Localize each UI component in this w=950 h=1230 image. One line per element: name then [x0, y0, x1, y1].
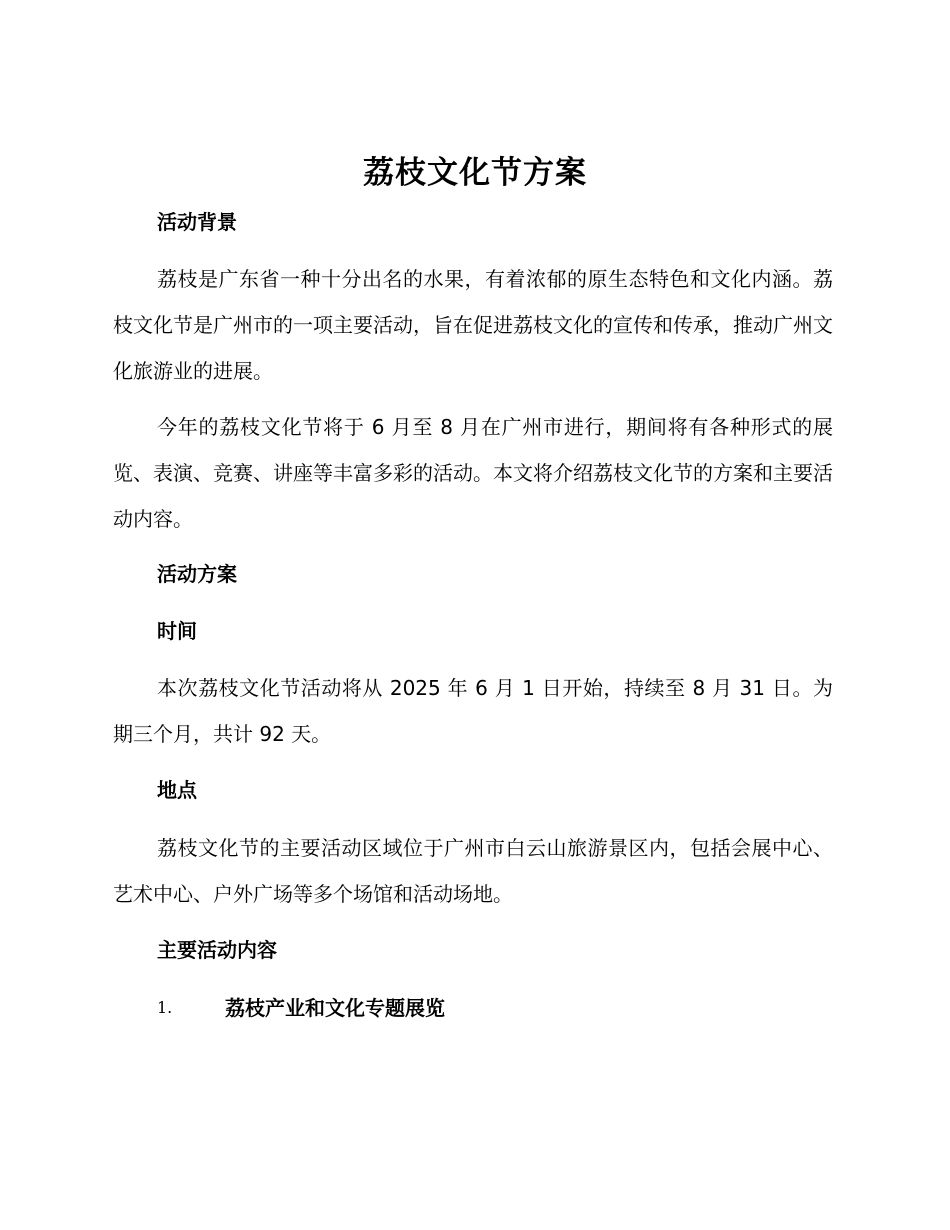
- paragraph-background-1: 荔枝是广东省一种十分出名的水果，有着浓郁的原生态特色和文化内涵。荔枝文化节是广州市的一项主要活动，旨在促进荔枝文化的宣传和传承，推动广州文化旅游业的进展。: [113, 267, 833, 383]
- heading-location: 地点: [157, 778, 197, 802]
- heading-background: 活动背景: [157, 210, 237, 234]
- list-item-number: 1.: [157, 998, 173, 1017]
- document-title: 荔枝文化节方案: [363, 155, 587, 191]
- heading-activities: 主要活动内容: [157, 938, 277, 962]
- list-item-text: 荔枝产业和文化专题展览: [225, 996, 445, 1020]
- heading-plan: 活动方案: [157, 562, 237, 586]
- paragraph-time: 本次荔枝文化节活动将从 2025 年 6 月 1 日开始，持续至 8 月 31 日。为期三个月，共计 92 天。: [113, 676, 833, 746]
- paragraph-background-2: 今年的荔枝文化节将于 6 月至 8 月在广州市进行，期间将有各种形式的展览、表演、竞赛、讲座等丰富多彩的活动。本文将介绍荔枝文化节的方案和主要活动内容。: [113, 415, 833, 531]
- paragraph-location: 荔枝文化节的主要活动区域位于广州市白云山旅游景区内，包括会展中心、艺术中心、户外广场等多个场馆和活动场地。: [113, 836, 833, 906]
- heading-time: 时间: [157, 619, 197, 643]
